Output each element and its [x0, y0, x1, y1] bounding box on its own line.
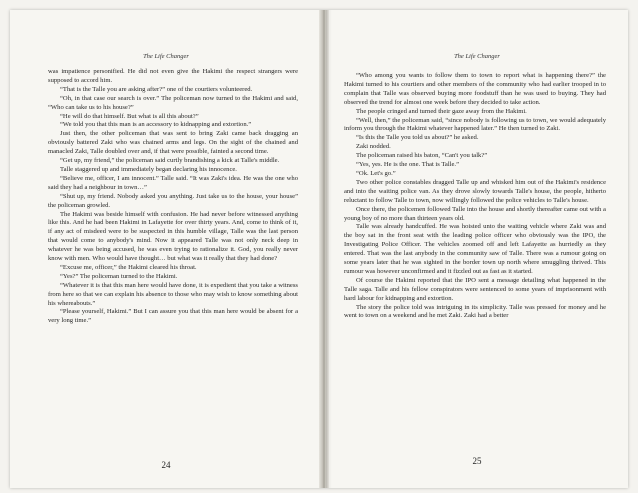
paragraph: Just then, the other policeman that was sent to bring Zaki came back dragging an obviously battered Zaki who was chained arms and legs. On the sight of the chained and manacled Zaki, Talle doubled over and, if that were possible, fainted a second time. [48, 130, 298, 156]
paragraph: “Yes?” The policeman turned to the Hakimi. [60, 272, 178, 280]
paragraph: “That is the Talle you are asking after?” one of the courtiers volunteered. [60, 85, 253, 93]
paragraph: “Is this the Talle you told us about?” he asked. [356, 134, 479, 142]
page-number: 25 [472, 456, 482, 466]
page-shadow [326, 10, 332, 488]
paragraph: “Yes, yes. He is the one. That is Talle.” [356, 161, 460, 169]
paragraph: Of course the Hakimi reported that the IPO sent a message detailing what happened in the Talle saga. Talle and his fellow conspirators were sentenced to some years of imprisonment with hard labour for kidnapping and extortion. [344, 276, 606, 302]
paragraph: “We told you that this man is an accessory to kidnapping and extortion.” [60, 121, 252, 129]
paragraph: The people cringed and turned their gaze away from the Hakimi. [356, 107, 527, 115]
paragraph: “Who among you wants to follow them to town to report what is happening there?” the Hakimi turned to his courtiers and other members of the community who had earlier trooped in to complain that Talle was observed buying more foodstuff than he was used to buying. They had observed the trend for almost one week before they decided to take action. [344, 72, 606, 106]
running-header: The Life Changer [143, 53, 189, 60]
paragraph: Two other police constables dragged Talle up and whisked him out of the Hakimi's residence and into the waiting police van. As they drove slowly towards Talle's house, the people, hitherto reluctant to follow Talle to town, now willingly followed the police vehicles to Talle's house. [344, 178, 606, 204]
paragraph: “Please yourself, Hakimi.” But I can assure you that this man here would be absent for a very long time.” [48, 308, 298, 325]
running-header: The Life Changer [454, 53, 500, 60]
paragraph: Zaki nodded. [356, 143, 391, 151]
paragraph: The policeman raised his baton, “Can't you talk?” [356, 152, 488, 160]
paragraph: Talle was already handcuffed. He was hoisted unto the waiting vehicle where Zaki was and the boy sat in the front seat with the leading police officer who obviously was the IPO, the Investigating Police Officer. The vehicles zoomed off and left Lafayette as hurriedly as they entered. That was the last anybody in the community saw of Talle. There was a rumour going on some years later that he was sighted in the border town up north where smuggling thrived. This rumour was however unconfirmed and it fizzled out as fast as it started. [344, 223, 606, 275]
paragraph: “Shut up, my friend. Nobody asked you anything. Just take us to the house, your house” the policeman growled. [48, 192, 298, 209]
paragraph: Once there, the policemen followed Talle into the house and shortly thereafter came out with a young boy of no more than thirteen years old. [344, 205, 606, 222]
right-page [326, 10, 628, 488]
paragraph: “Oh, in that case our search is over.” The policeman now turned to the Hakimi and said, “Who can take us to his house?” [48, 94, 298, 111]
paragraph: Talle staggered up and immediately began declaring his innocence. [60, 165, 237, 173]
left-page [10, 10, 322, 488]
paragraph: “Believe me, officer, I am innocent.” Talle said. “It was Zaki's idea. He was the one who said they had a neighbour in town…” [48, 174, 298, 191]
paragraph: The Hakimi was beside himself with confusion. He had never before witnessed anything like this. And he had been Hakimi in Lafayette for over thirty years. And, come to think of it, if any act of misdeed were to be suspected in this humble village, Talle was the last person that would come to anybody's mind. Now it appeared Talle was not only neck deep in whatever he was being accused, he was even trying to rationalize it. God, you really never know with men. Who would have thought… but what was it really that they had done? [48, 210, 298, 263]
paragraph: “Whatever it is that this man here would have done, it is expedient that you take a witness from here so that we can explain his absence to those who may wish to know something about his whereabouts.” [48, 281, 298, 307]
paragraph: “Well, then,” the policeman said, “since nobody is following us to town, we would adequately inform you through the Hakimi whatever happened later.” He then turned to Zaki. [344, 116, 606, 133]
paragraph: “He will do that himself. But what is all this about?” [60, 112, 199, 120]
paragraph: “Ok. Let's go.” [356, 169, 396, 177]
body-text [344, 72, 606, 321]
page-number: 24 [161, 460, 171, 470]
paragraph: “Get up, my friend,” the policeman said curtly brandishing a kick at Talle's middle. [60, 157, 280, 165]
body-text [48, 68, 298, 326]
paragraph: “Excuse me, officer,” the Hakimi cleared his throat. [60, 263, 197, 271]
book-spread [10, 10, 628, 488]
paragraph: The story the police told was intriguing in its simplicity. Talle was pressed for money and he went to town on a weekend and he met Zaki. Zaki had a better [344, 303, 606, 320]
paragraph: was impatience personified. He did not even give the Hakimi the respect strangers were supposed to accord him. [48, 68, 298, 84]
